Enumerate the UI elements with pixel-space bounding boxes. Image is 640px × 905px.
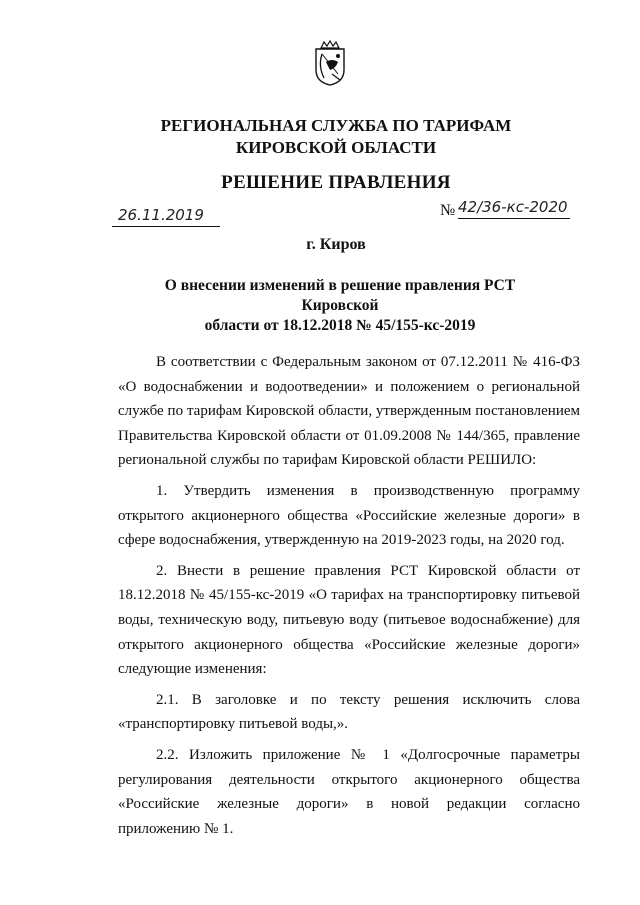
subject-line1: О внесении изменений в решение правления РСТ Кировской xyxy=(164,277,516,314)
city: г. Киров xyxy=(306,236,366,253)
number-underline xyxy=(458,218,570,219)
paragraph-item-2-2: 2.2. Изложить приложение № 1 «Долгосрочные параметры регулирования деятельности открытого акционерного общества «Российские железные дороги» в новой редакции согласно приложению № 1. xyxy=(118,746,580,837)
document-date: 26.11.2019 xyxy=(118,206,204,224)
document-type-title: РЕШЕНИЕ ПРАВЛЕНИЯ xyxy=(221,172,451,193)
org-name-line2: КИРОВСКОЙ ОБЛАСТИ xyxy=(235,138,437,157)
paragraph-preamble: В соответствии с Федеральным законом от 07.12.2011 № 416-ФЗ «О водоснабжении и водоотведении» и положением о региональной службе по тарифам Кировской области, утвержденным постановлением Правительства Кировской области от 01.09.2008 № 144/365, правление региональной службы по тарифам Кировской области РЕШИЛО: xyxy=(118,354,580,469)
number-label: № xyxy=(440,202,456,219)
paragraph-item-1: 1. Утвердить изменения в производственную программу открытого акционерного общества «Российские железные дороги» в сфере водоснабжения, утвержденную на 2019-2023 годы, на 2020 год. xyxy=(118,482,580,549)
subject-line2: области от 18.12.2018 № 45/155-кс-2019 xyxy=(204,317,476,334)
org-name-line1: РЕГИОНАЛЬНАЯ СЛУЖБА ПО ТАРИФАМ xyxy=(160,116,512,135)
document-number: 42/36-кс-2020 xyxy=(458,198,568,216)
document-subject xyxy=(150,276,530,336)
kirov-coat-of-arms-icon xyxy=(312,40,348,86)
paragraph-item-2-1: 2.1. В заголовке и по тексту решения исключить слова «транспортировку питьевой воды,». xyxy=(118,691,580,733)
date-underline xyxy=(112,226,220,227)
document-body xyxy=(118,350,580,847)
paragraph-item-2: 2. Внести в решение правления РСТ Кировской области от 18.12.2018 № 45/155-кс-2019 «О тарифах на транспортировку питьевой воды, техническую воду, питьевую воду (питьевое водоснабжение) для открытого акционерного общества «Российские железные дороги» следующие изменения: xyxy=(118,562,580,678)
